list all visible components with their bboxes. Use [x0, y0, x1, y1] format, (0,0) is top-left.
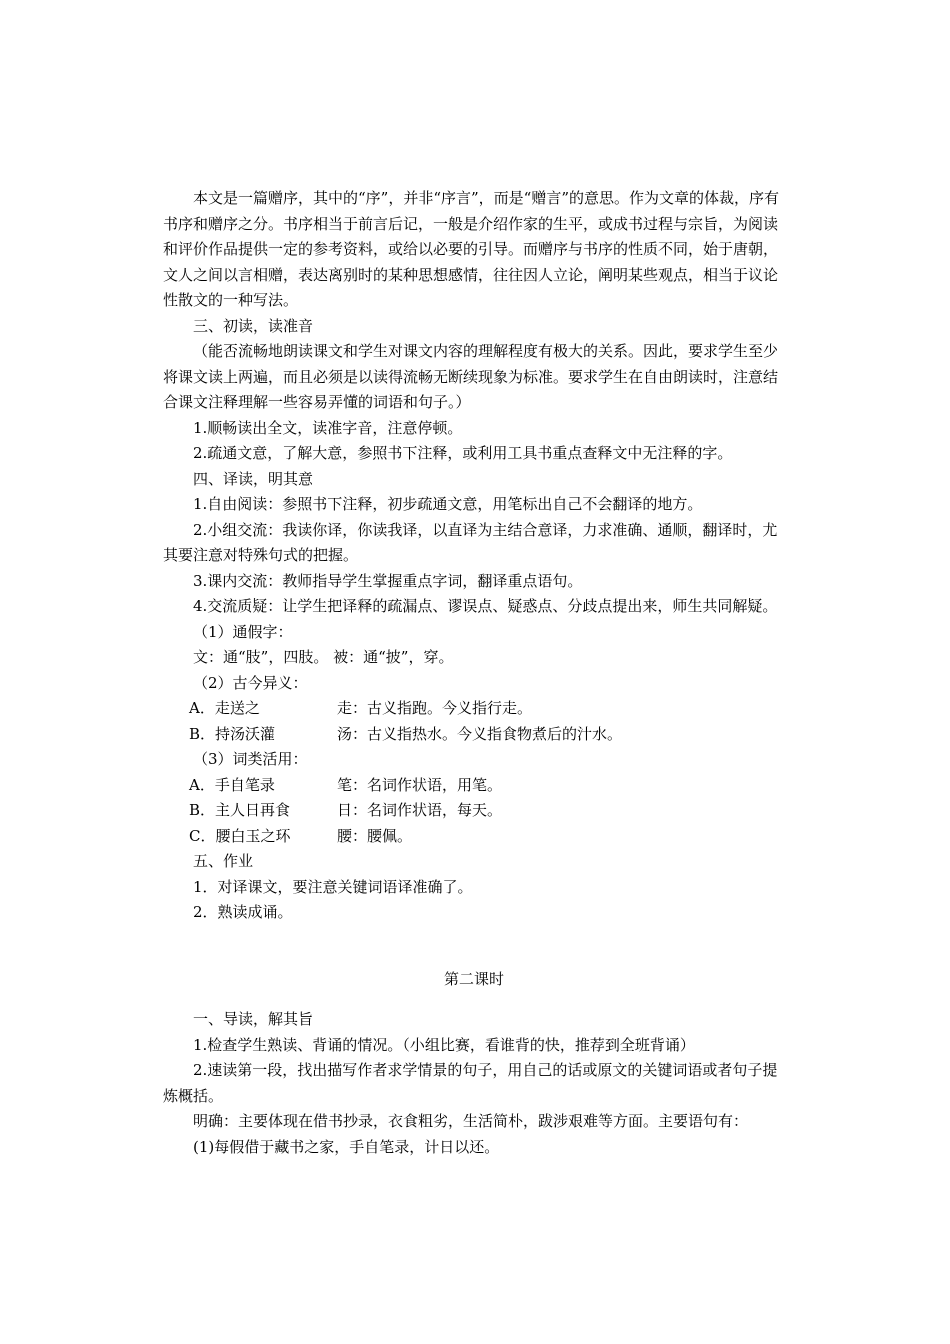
cilei-title: （3）词类活用： [193, 750, 308, 768]
section-4-title: 四、译读，明其意 [193, 469, 314, 488]
gujin-term: B．持汤沃灌 [189, 724, 276, 743]
cilei-row [163, 798, 785, 824]
section-4-item-4: 4.交流质疑：让学生把译释的疏漏点、谬误点、疑惑点、分歧点提出来，师生共同解疑。 [193, 597, 778, 615]
quote-1: (1)每假借于藏书之家，手自笔录，计日以还。 [193, 1137, 500, 1156]
section-3-item-2: 2.疏通文意，了解大意，参照书下注释，或利用工具书重点查释文中无注释的字。 [193, 444, 733, 462]
section-4-item-3: 3.课内交流：教师指导学生掌握重点字词，翻译重点语句。 [193, 571, 583, 590]
lesson-2-item-1: 1.检查学生熟读、背诵的情况。（小组比赛，看谁背的快，推荐到全班背诵） [193, 1035, 695, 1054]
cilei-row [163, 773, 785, 799]
cilei-term: B．主人日再食 [189, 801, 291, 819]
document-body [163, 186, 785, 1160]
section-3-title: 三、初读，读准音 [193, 316, 314, 335]
gujin-row [163, 722, 785, 748]
cilei-row [163, 824, 785, 850]
section-5-item-1: 1．对译课文，要注意关键词语译准确了。 [193, 877, 473, 896]
cilei-explain: 笔：名词作状语，用笔。 [337, 775, 503, 794]
gujin-explain: 走：古义指跑。今义指行走。 [337, 699, 533, 717]
tongjia-title: （1）通假字： [193, 622, 293, 641]
section-4-item-1: 1.自由阅读：参照书下注释，初步疏通文意，用笔标出自己不会翻译的地方。 [193, 495, 703, 513]
section-3-item-1: 1.顺畅读出全文，读准字音，注意停顿。 [193, 418, 463, 437]
gujin-title: （2）古今异义： [193, 673, 308, 692]
mingque-paragraph: 明确：主要体现在借书抄录，衣食粗劣，生活简朴，跋涉艰难等方面。主要语句有： [193, 1112, 749, 1130]
intro-paragraph: 本文是一篇赠序，其中的“序”，并非“序言”，而是“赠言”的意思。作为文章的体裁，序有书序和赠序之分。书序相当于前言后记，一般是介绍作家的生平，或成书过程与宗旨，为阅读和评价作品提供一定的参考资料，或给以必要的引导。而赠序与书序的性质不同，始于唐朝，文人之间以言相赠，表达离别时的某种思想感情，往往因人立论，阐明某些观点，相当于议论性散文的一种写法。 [163, 189, 780, 309]
tongjia-text: 文：通“肢”，四肢。 被：通“披”，穿。 [193, 648, 454, 666]
lesson-2-heading: 第二课时 [443, 969, 504, 988]
section-5-item-2: 2．熟读成诵。 [193, 903, 293, 921]
gujin-explain: 汤：古义指热水。今义指食物煮后的汁水。 [337, 724, 623, 743]
cilei-term: A．手自笔录 [189, 775, 275, 794]
cilei-explain: 日：名词作状语，每天。 [337, 801, 503, 819]
section-5-title: 五、作业 [193, 852, 254, 870]
cilei-explain: 腰：腰佩。 [337, 826, 413, 845]
spacer [163, 926, 785, 952]
section-3-note: （能否流畅地朗读课文和学生对课文内容的理解程度有极大的关系。因此，要求学生至少将课文读上两遍，而且必须是以读得流畅无断续现象为标准。要求学生在自由朗读时，注意结合课文注释理解一些容易弄懂的词语和句子。） [163, 342, 779, 411]
lesson-2-section-1-title: 一、导读，解其旨 [193, 1010, 314, 1028]
gujin-term: A．走送之 [189, 699, 260, 717]
cilei-term: C．腰白玉之环 [189, 826, 291, 845]
lesson-2-item-2: 2.速读第一段，找出描写作者求学情景的句子，用自己的话或原文的关键词语或者句子提炼概括。 [163, 1061, 778, 1105]
gujin-row [163, 696, 785, 722]
section-4-item-2: 2.小组交流：我读你译，你读我译，以直译为主结合意译，力求准确、通顺，翻译时，尤其要注意对特殊句式的把握。 [163, 520, 778, 564]
